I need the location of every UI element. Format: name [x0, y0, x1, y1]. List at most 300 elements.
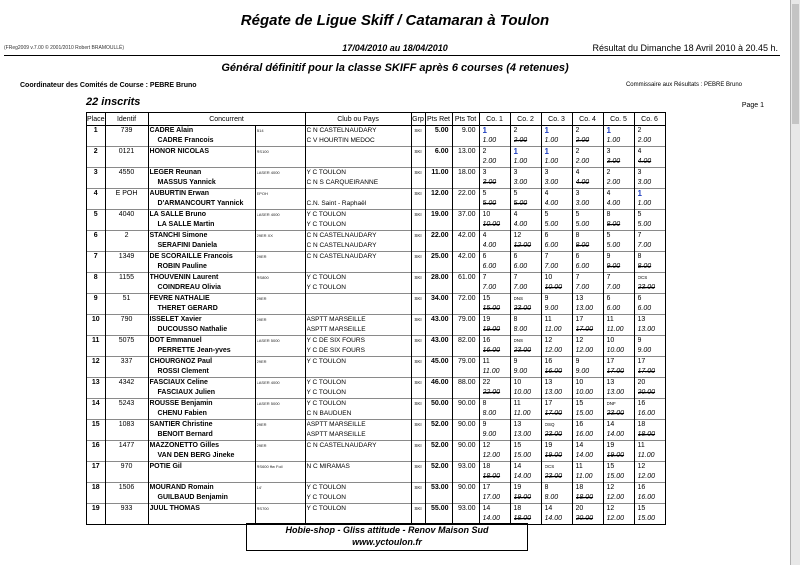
helm-name: MAZZONETTO Gilles	[149, 442, 220, 449]
race-points: 23.00	[637, 284, 656, 291]
race-points: 16.00	[637, 410, 656, 417]
place-cell: 2	[93, 148, 98, 155]
place-cell: 1	[93, 127, 98, 134]
helm-club: ASPTT MARSEILLE	[306, 316, 366, 323]
helm-club	[307, 189, 410, 199]
race-points: 5.00	[606, 242, 621, 249]
total-points-cell: 37.00	[457, 211, 476, 218]
group-cell: SKI	[414, 443, 422, 448]
sail-id-cell: 1083	[118, 421, 135, 428]
race-result: 4	[575, 169, 580, 176]
race-points: 7.00	[637, 242, 652, 249]
helm-name: POTIE Gil	[149, 463, 182, 470]
helm-name: MOURAND Romain	[149, 484, 214, 491]
race-points: 2.00	[575, 137, 590, 144]
crew-club	[307, 472, 410, 482]
table-row	[87, 462, 666, 483]
place-cell: 9	[93, 295, 98, 302]
race-points: 23.00	[544, 431, 563, 438]
crew-name: DUCOUSSO Nathalie	[157, 326, 228, 333]
total-points-cell: 90.00	[457, 421, 476, 428]
race-result: 2	[637, 127, 642, 134]
boat-type: LASER 5000	[256, 401, 280, 406]
group-cell: SKI	[414, 128, 422, 133]
crew-club	[307, 451, 410, 461]
race-result: 19	[482, 316, 491, 323]
race-points: 17.00	[575, 326, 594, 333]
race-result: 6	[544, 232, 549, 239]
race-result: 4	[482, 232, 487, 239]
race-result: 8	[544, 484, 549, 491]
race-points: 17.00	[606, 368, 625, 375]
race-points: 19.00	[513, 494, 532, 501]
sail-id-cell: 5243	[118, 400, 135, 407]
table-row	[87, 504, 666, 525]
race-result: 13	[606, 379, 615, 386]
race-points: 1.00	[606, 137, 621, 144]
crew-club: ASPTT MARSEILLE	[306, 326, 366, 333]
total-points-cell: 61.00	[457, 274, 476, 281]
race-result: 4	[544, 190, 549, 197]
group-cell: SKI	[414, 149, 422, 154]
vertical-scrollbar[interactable]	[791, 0, 800, 565]
race-result: 10	[482, 211, 491, 218]
race-points: 19.00	[606, 452, 625, 459]
table-header-row	[87, 113, 666, 126]
race-result: 6	[606, 295, 611, 302]
col-race1-header: Co. 1	[479, 113, 510, 126]
race-points: 10.00	[544, 284, 563, 291]
race-points: 10.00	[606, 347, 625, 354]
race-result: 16	[575, 421, 584, 428]
race-result: 2	[575, 148, 580, 155]
race-result: 2	[482, 148, 487, 155]
race-result: 14	[575, 442, 584, 449]
race-result: 1	[513, 147, 518, 156]
race-points: 9.00	[513, 368, 528, 375]
race-result: 5	[637, 211, 642, 218]
net-points-cell: 45.00	[430, 358, 449, 365]
net-points-cell: 46.00	[430, 379, 449, 386]
race-result: OCS	[637, 275, 648, 280]
boat-type: LASER 4000	[256, 380, 280, 385]
crew-name: THERET GERARD	[157, 305, 218, 312]
boat-type: 29ER XX	[256, 233, 273, 238]
race-points: 2.00	[637, 137, 652, 144]
race-points: 12.00	[544, 347, 563, 354]
ranking-subtitle: Général définitif pour la classe SKIFF après 6 courses (4 retenues)	[221, 62, 569, 74]
col-race4-header: Co. 4	[572, 113, 603, 126]
helm-name: THOUVENIN Laurent	[149, 274, 219, 281]
race-points: 3.00	[637, 179, 652, 186]
helm-club: C N CASTELNAUDARY	[306, 127, 377, 134]
race-points: 1.00	[637, 200, 652, 207]
race-result: 5	[513, 190, 518, 197]
group-cell: SKI	[414, 170, 422, 175]
group-cell: SKI	[414, 317, 422, 322]
race-result: 5	[544, 211, 549, 218]
race-points: 14.00	[513, 473, 532, 480]
race-result: 2	[513, 127, 518, 134]
helm-club: Y C TOULON	[306, 505, 346, 512]
race-points: 3.00	[606, 158, 621, 165]
table-row	[87, 420, 666, 441]
race-points: 22.00	[482, 389, 501, 396]
helm-name: DE SCORAILLE Francois	[149, 253, 233, 260]
crew-name: FASCIAUX Julien	[157, 389, 216, 396]
race-result: 5	[482, 190, 487, 197]
race-result: 19	[606, 442, 615, 449]
race-points: 10.00	[482, 221, 501, 228]
race-points: 12.00	[637, 473, 656, 480]
total-points-cell: 42.00	[457, 253, 476, 260]
sail-id-cell: 933	[120, 505, 133, 512]
col-id-header: Identif	[105, 113, 148, 126]
race-result: 19	[513, 484, 522, 491]
race-result: 7	[637, 232, 642, 239]
helm-name: CHOURGNOZ Paul	[149, 358, 213, 365]
race-result: 20	[575, 505, 584, 512]
net-points-cell: 11.00	[431, 169, 449, 176]
net-points-cell: 12.00	[430, 190, 449, 197]
place-cell: 12	[91, 358, 100, 365]
race-points: 6.00	[637, 305, 652, 312]
race-result: 8	[482, 400, 487, 407]
race-result: 8	[637, 253, 642, 260]
crew-name: VAN DEN BERG Jineke	[157, 452, 235, 459]
race-result: 13	[513, 421, 522, 428]
race-result: 5	[606, 232, 611, 239]
race-result: 15	[575, 400, 584, 407]
race-result: 6	[513, 253, 518, 260]
club-website: www.yctoulon.fr	[352, 537, 422, 547]
helm-name: FASCIAUX Celine	[149, 379, 208, 386]
race-points: 5.00	[482, 200, 497, 207]
race-result: 8	[513, 316, 518, 323]
helm-club: Y C TOULON	[306, 358, 346, 365]
table-row	[87, 231, 666, 252]
race-result: 14	[482, 505, 491, 512]
race-result: 19	[544, 442, 553, 449]
helm-name: FEVRE NATHALIE	[149, 295, 210, 302]
net-points-cell: 34.00	[430, 295, 449, 302]
place-cell: 5	[93, 211, 98, 218]
software-credit: (FReg2009 v.7.00 © 2001/2010 Robert BRAMOULLÉ)	[4, 45, 125, 51]
col-group-header: Grp	[411, 113, 425, 126]
helm-club: Y C TOULON	[306, 211, 346, 218]
race-result: 11	[637, 442, 645, 449]
crew-name: CHENU Fabien	[157, 410, 207, 417]
result-time: Résultat du Dimanche 18 Avril 2010 à 20.45 h.	[592, 43, 778, 53]
page-number: Page 1	[741, 102, 764, 109]
race-result: 9	[575, 358, 580, 365]
total-points-cell: 9.00	[461, 127, 476, 134]
race-result: 15	[637, 505, 646, 512]
race-points: 18.00	[575, 494, 594, 501]
table-row	[87, 441, 666, 462]
net-points-cell: 52.00	[430, 421, 449, 428]
sail-id-cell: 1477	[118, 442, 135, 449]
table-row	[87, 210, 666, 231]
race-points: 8.00	[575, 242, 590, 249]
race-points: 9.00	[575, 368, 590, 375]
race-result: OSQ	[544, 422, 555, 427]
table-row	[87, 252, 666, 273]
race-result: 22	[482, 379, 491, 386]
race-points: 23.00	[513, 347, 532, 354]
race-points: 5.00	[637, 221, 652, 228]
header-divider	[4, 55, 780, 56]
race-points: 9.00	[482, 431, 497, 438]
helm-name: DOT Emmanuel	[149, 337, 202, 344]
race-result: 1	[482, 126, 487, 135]
race-result: 1	[544, 147, 549, 156]
total-points-cell: 93.00	[457, 463, 476, 470]
race-result: 6	[482, 253, 487, 260]
net-points-cell: 28.00	[430, 274, 449, 281]
col-race3-header: Co. 3	[541, 113, 572, 126]
net-points-cell: 6.00	[434, 148, 449, 155]
race-points: 9.00	[544, 305, 559, 312]
race-result: 10	[606, 337, 615, 344]
race-points: 3.00	[513, 179, 528, 186]
race-points: 17.00	[544, 410, 563, 417]
race-result: 6	[575, 253, 580, 260]
race-points: 16.00	[482, 347, 501, 354]
race-result: 4	[513, 211, 518, 218]
sail-id-cell: 1155	[118, 274, 135, 281]
sponsor-footer	[246, 523, 528, 551]
col-club-header: Club ou Pays	[305, 113, 411, 126]
race-points: 11.00	[575, 473, 593, 480]
race-points: 19.00	[544, 452, 563, 459]
race-points: 4.00	[606, 200, 621, 207]
race-result: 20	[637, 379, 646, 386]
race-result: 14	[544, 505, 553, 512]
col-race5-header: Co. 5	[603, 113, 634, 126]
helm-club: Y C TOULON	[306, 169, 346, 176]
race-result: 14	[513, 463, 522, 470]
boat-type: 29ER	[256, 254, 267, 259]
group-cell: SKI	[414, 191, 422, 196]
race-result: 12	[544, 337, 553, 344]
race-result: 2	[606, 169, 611, 176]
total-points-cell: 13.00	[457, 148, 476, 155]
place-cell: 7	[93, 253, 98, 260]
race-points: 15.00	[513, 452, 532, 459]
race-points: 1.00	[482, 137, 497, 144]
net-points-cell: 25.00	[430, 253, 449, 260]
crew-club	[307, 367, 410, 377]
boat-type: 29ER	[256, 443, 267, 448]
crew-name: GUILBAUD Benjamin	[157, 494, 228, 501]
race-result: 8	[606, 211, 611, 218]
race-points: 14.00	[544, 515, 563, 522]
helm-name: STANCHI Simone	[149, 232, 208, 239]
col-competitor-header: Concurrent	[148, 113, 305, 126]
group-cell: SKI	[414, 464, 422, 469]
helm-name: AUBURTIN Erwan	[149, 190, 210, 197]
results-table	[86, 112, 666, 525]
race-result: DNS	[513, 338, 524, 343]
race-result: 3	[606, 148, 611, 155]
race-points: 16.00	[575, 431, 594, 438]
race-result: 16	[637, 400, 646, 407]
race-result: 16	[544, 358, 553, 365]
race-result: 12	[482, 442, 491, 449]
race-points: 19.00	[482, 326, 501, 333]
boat-type: RS800	[256, 275, 269, 280]
race-points: 8.00	[637, 263, 652, 270]
place-cell: 13	[91, 379, 100, 386]
net-points-cell: 55.00	[430, 505, 449, 512]
sail-id-cell: 51	[122, 295, 131, 302]
crew-name	[150, 157, 254, 167]
total-points-cell: 22.00	[457, 190, 476, 197]
race-points: 4.00	[575, 179, 590, 186]
net-points-cell: 52.00	[430, 442, 449, 449]
race-points: 7.00	[575, 284, 590, 291]
race-points: 11.00	[482, 368, 500, 375]
helm-name: ISSELET Xavier	[149, 316, 202, 323]
race-points: 3.00	[482, 179, 497, 186]
sail-id-cell: E POH	[115, 190, 138, 197]
race-points: 14.00	[482, 515, 501, 522]
table-row	[87, 168, 666, 189]
race-points: 4.00	[637, 158, 652, 165]
table-row	[87, 147, 666, 168]
race-result: 11	[575, 463, 583, 470]
race-result: 11	[482, 358, 490, 365]
crew-name: LA SALLE Martin	[157, 221, 215, 228]
race-points: 1.00	[544, 158, 559, 165]
race-result: 18	[637, 421, 646, 428]
race-points: 6.00	[482, 263, 497, 270]
place-cell: 16	[91, 442, 100, 449]
race-points: 13.00	[513, 431, 532, 438]
race-points: 6.00	[606, 305, 621, 312]
race-result: 17	[482, 484, 491, 491]
total-points-cell: 90.00	[457, 442, 476, 449]
race-result: 7	[606, 274, 611, 281]
race-points: 5.00	[544, 221, 559, 228]
race-result: 3	[544, 169, 549, 176]
table-row	[87, 315, 666, 336]
race-result: 7	[575, 274, 580, 281]
race-result: 9	[606, 253, 611, 260]
table-row	[87, 189, 666, 210]
race-result: 15	[606, 463, 615, 470]
total-points-cell: 79.00	[457, 316, 476, 323]
crew-club: C V HOURTIN MEDOC	[306, 137, 375, 144]
race-points: 10.00	[513, 389, 532, 396]
race-points: 3.00	[544, 179, 559, 186]
helm-club	[307, 294, 410, 304]
race-points: 5.00	[513, 200, 528, 207]
helm-club: C N CASTELNAUDARY	[306, 232, 377, 239]
table-row	[87, 483, 666, 504]
helm-club: C N CASTELNAUDARY	[306, 442, 377, 449]
crew-name: SERAFINI Daniela	[157, 242, 218, 249]
race-points: 6.00	[544, 242, 559, 249]
race-result: 7	[482, 274, 487, 281]
group-cell: SKI	[414, 359, 422, 364]
boat-type: LASER 5000	[256, 338, 280, 343]
crew-name: CADRE Francois	[157, 137, 214, 144]
race-points: 11.00	[544, 326, 562, 333]
race-result: 14	[606, 421, 615, 428]
place-cell: 14	[91, 400, 100, 407]
race-points: 7.00	[513, 284, 528, 291]
race-points: 2.00	[513, 137, 528, 144]
race-result: 12	[575, 337, 584, 344]
race-coordinator: Coordinateur des Comités de Course : PEBRE Bruno	[20, 82, 197, 89]
event-dates: 17/04/2010 au 18/04/2010	[342, 43, 448, 53]
crew-club: Y C TOULON	[306, 494, 346, 501]
total-points-cell: 90.00	[457, 400, 476, 407]
helm-club: Y C DE SIX FOURS	[306, 337, 365, 344]
race-result: 9	[513, 358, 518, 365]
race-result: 18	[482, 463, 491, 470]
helm-club: Y C TOULON	[306, 379, 346, 386]
race-result: 17	[575, 316, 584, 323]
crew-name: COINDREAU Olivia	[157, 284, 221, 291]
race-points: 23.00	[544, 473, 563, 480]
crew-club: C N CASTELNAUDARY	[306, 242, 377, 249]
race-points: 13.00	[637, 326, 656, 333]
crew-name: BENOIT Bernard	[157, 431, 213, 438]
race-points: 10.00	[575, 389, 594, 396]
race-result: 16	[637, 484, 646, 491]
scrollbar-thumb[interactable]	[792, 4, 799, 124]
group-cell: SKI	[414, 275, 422, 280]
race-points: 6.00	[575, 263, 590, 270]
race-points: 15.00	[482, 305, 501, 312]
race-result: 4	[606, 190, 611, 197]
race-result: 3	[575, 190, 580, 197]
entrant-count: 22 inscrits	[86, 96, 141, 108]
race-points: 17.00	[482, 494, 501, 501]
table-row	[87, 294, 666, 315]
group-cell: SKI	[414, 485, 422, 490]
helm-name: CADRE Alain	[149, 127, 194, 134]
group-cell: SKI	[414, 338, 422, 343]
helm-name: ROUSSE Benjamin	[149, 400, 213, 407]
boat-type: RS700	[256, 506, 269, 511]
helm-name: JUUL THOMAS	[149, 505, 200, 512]
race-result: 12	[606, 484, 615, 491]
race-points: 11.00	[637, 452, 655, 459]
sail-id-cell: 2	[124, 232, 129, 239]
race-points: 20.00	[575, 515, 594, 522]
race-result: 3	[513, 169, 518, 176]
race-points: 4.00	[544, 200, 559, 207]
sail-id-cell: 5075	[118, 337, 135, 344]
boat-type: 29ER	[256, 422, 267, 427]
race-points: 15.00	[606, 473, 625, 480]
race-points: 7.00	[544, 263, 559, 270]
net-points-cell: 53.00	[430, 484, 449, 491]
race-points: 16.00	[544, 368, 563, 375]
race-result: 12	[606, 505, 615, 512]
race-points: 3.00	[575, 200, 590, 207]
race-result: 18	[575, 484, 584, 491]
helm-club: N C MIRAMAS	[306, 463, 350, 470]
race-points: 11.00	[513, 410, 531, 417]
race-result: 16	[482, 337, 491, 344]
crew-name	[150, 514, 254, 524]
race-result: 15	[482, 295, 491, 302]
